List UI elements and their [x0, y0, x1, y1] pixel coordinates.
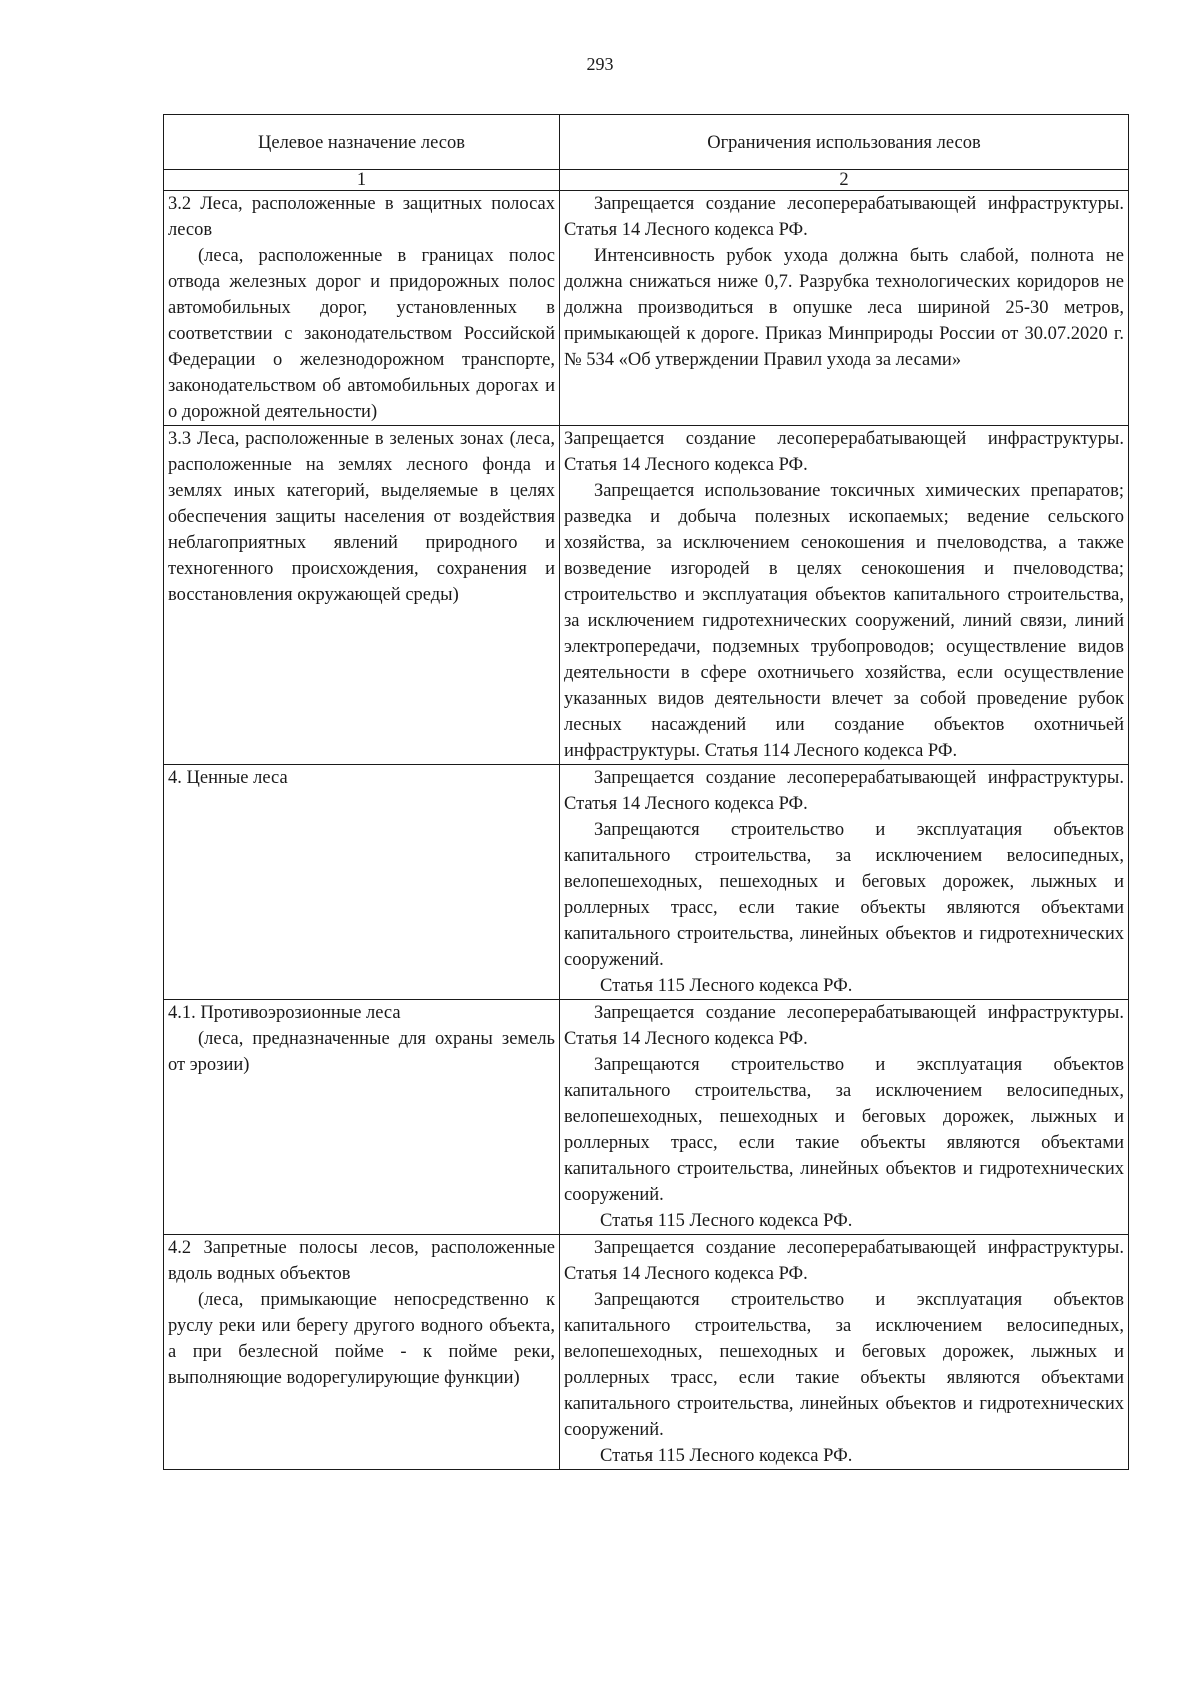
purpose-cell	[164, 1235, 560, 1470]
table-row	[164, 426, 1129, 765]
column-number-2: 2	[560, 170, 1129, 191]
restrictions-cell	[560, 1000, 1129, 1235]
purpose-cell	[164, 765, 560, 1000]
table-row	[164, 1000, 1129, 1235]
purpose-description: (леса, расположенные в границах полос отвода железных дорог и придорожных полос автомобильных дорог, установленных в соответствии с законодательством Российской Федерации о железнодорожном транспорте, законодательством об автомобильных дорогах и о дорожной деятельности)	[168, 246, 555, 422]
column-number-1: 1	[164, 170, 560, 191]
restriction-paragraph: Запрещается создание лесоперерабатывающей инфраструктуры. Статья 14 Лесного кодекса РФ.	[564, 194, 1124, 240]
header-row	[164, 115, 1129, 170]
purpose-cell	[164, 191, 560, 426]
restriction-paragraph: Запрещается создание лесоперерабатывающей инфраструктуры. Статья 14 Лесного кодекса РФ.	[564, 768, 1124, 814]
restriction-paragraph: Запрещается использование токсичных химических препаратов; разведка и добыча полезных ископаемых; ведение сельского хозяйства, за исключением сенокошения и пчеловодства, а также возведение изгородей в целях сенокошения и пчеловодства; строительство и эксплуатация объектов капитального строительства, за исключением гидротехнических сооружений, линий связи, линий электропередачи, подземных трубопроводов; осуществление видов деятельности в сфере охотничьего хозяйства, если осуществление указанных видов деятельности влечет за собой проведение рубок лесных насаждений или создание объектов охотничьей инфраструктуры. Статья 114 Лесного кодекса РФ.	[564, 481, 1124, 761]
header-restrictions: Ограничения использования лесов	[560, 115, 1129, 170]
purpose-cell	[164, 1000, 560, 1235]
purpose-title: 4.1. Противоэрозионные леса	[168, 1003, 401, 1023]
restriction-paragraph: Запрещается создание лесоперерабатывающей инфраструктуры. Статья 14 Лесного кодекса РФ.	[564, 1003, 1124, 1049]
restrictions-cell	[560, 765, 1129, 1000]
table-row	[164, 191, 1129, 426]
restriction-paragraph: Запрещаются строительство и эксплуатация объектов капитального строительства, за исключением велосипедных, велопешеходных, пешеходных и беговых дорожек, лыжных и роллерных трасс, если такие объекты являются объектами капитального строительства, линейных объектов и гидротехнических сооружений.	[564, 1055, 1124, 1205]
purpose-description: (леса, примыкающие непосредственно к руслу реки или берегу другого водного объекта, а при безлесной пойме - к пойме реки, выполняющие водорегулирующие функции)	[168, 1290, 555, 1388]
purpose-title: 3.2 Леса, расположенные в защитных полосах лесов	[168, 194, 555, 240]
table-row	[164, 1235, 1129, 1470]
purpose-description: (леса, предназначенные для охраны земель от эрозии)	[168, 1029, 555, 1075]
purpose-cell	[164, 426, 560, 765]
restriction-paragraph: Запрещаются строительство и эксплуатация объектов капитального строительства, за исключением велосипедных, велопешеходных, пешеходных и беговых дорожек, лыжных и роллерных трасс, если такие объекты являются объектами капитального строительства, линейных объектов и гидротехнических сооружений.	[564, 1290, 1124, 1440]
column-number-row	[164, 170, 1129, 191]
header-purpose: Целевое назначение лесов	[164, 115, 560, 170]
purpose-title: 4. Ценные леса	[168, 768, 288, 788]
table-row	[164, 765, 1129, 1000]
restriction-reference: Статья 115 Лесного кодекса РФ.	[600, 1211, 853, 1231]
restriction-paragraph: Запрещается создание лесоперерабатывающей инфраструктуры. Статья 14 Лесного кодекса РФ.	[564, 1238, 1124, 1284]
purpose-title: 4.2 Запретные полосы лесов, расположенные вдоль водных объектов	[168, 1238, 555, 1284]
restriction-reference: Статья 115 Лесного кодекса РФ.	[600, 1446, 853, 1466]
restrictions-cell	[560, 1235, 1129, 1470]
restriction-paragraph: Запрещается создание лесоперерабатывающей инфраструктуры. Статья 14 Лесного кодекса РФ.	[564, 429, 1124, 475]
restriction-paragraph: Запрещаются строительство и эксплуатация объектов капитального строительства, за исключением велосипедных, велопешеходных, пешеходных и беговых дорожек, лыжных и роллерных трасс, если такие объекты являются объектами капитального строительства, линейных объектов и гидротехнических сооружений.	[564, 820, 1124, 970]
restrictions-cell	[560, 191, 1129, 426]
purpose-title: 3.3 Леса, расположенные в зеленых зонах (леса, расположенные на землях лесного фонда и землях иных категорий, выделяемые в целях обеспечения защиты населения от воздействия неблагоприятных явлений природного и техногенного происхождения, сохранения и восстановления окружающей среды)	[168, 429, 555, 605]
page-number: 293	[586, 54, 614, 74]
forest-restrictions-table	[163, 114, 1129, 1470]
restriction-paragraph: Интенсивность рубок ухода должна быть слабой, полнота не должна снижаться ниже 0,7. Разрубка технологических коридоров не должна производиться в опушке леса шириной 25-30 метров, примыкающей к дороге. Приказ Минприроды России от 30.07.2020 г. № 534 «Об утверждении Правил ухода за лесами»	[564, 246, 1124, 370]
restriction-reference: Статья 115 Лесного кодекса РФ.	[600, 976, 853, 996]
restrictions-cell	[560, 426, 1129, 765]
